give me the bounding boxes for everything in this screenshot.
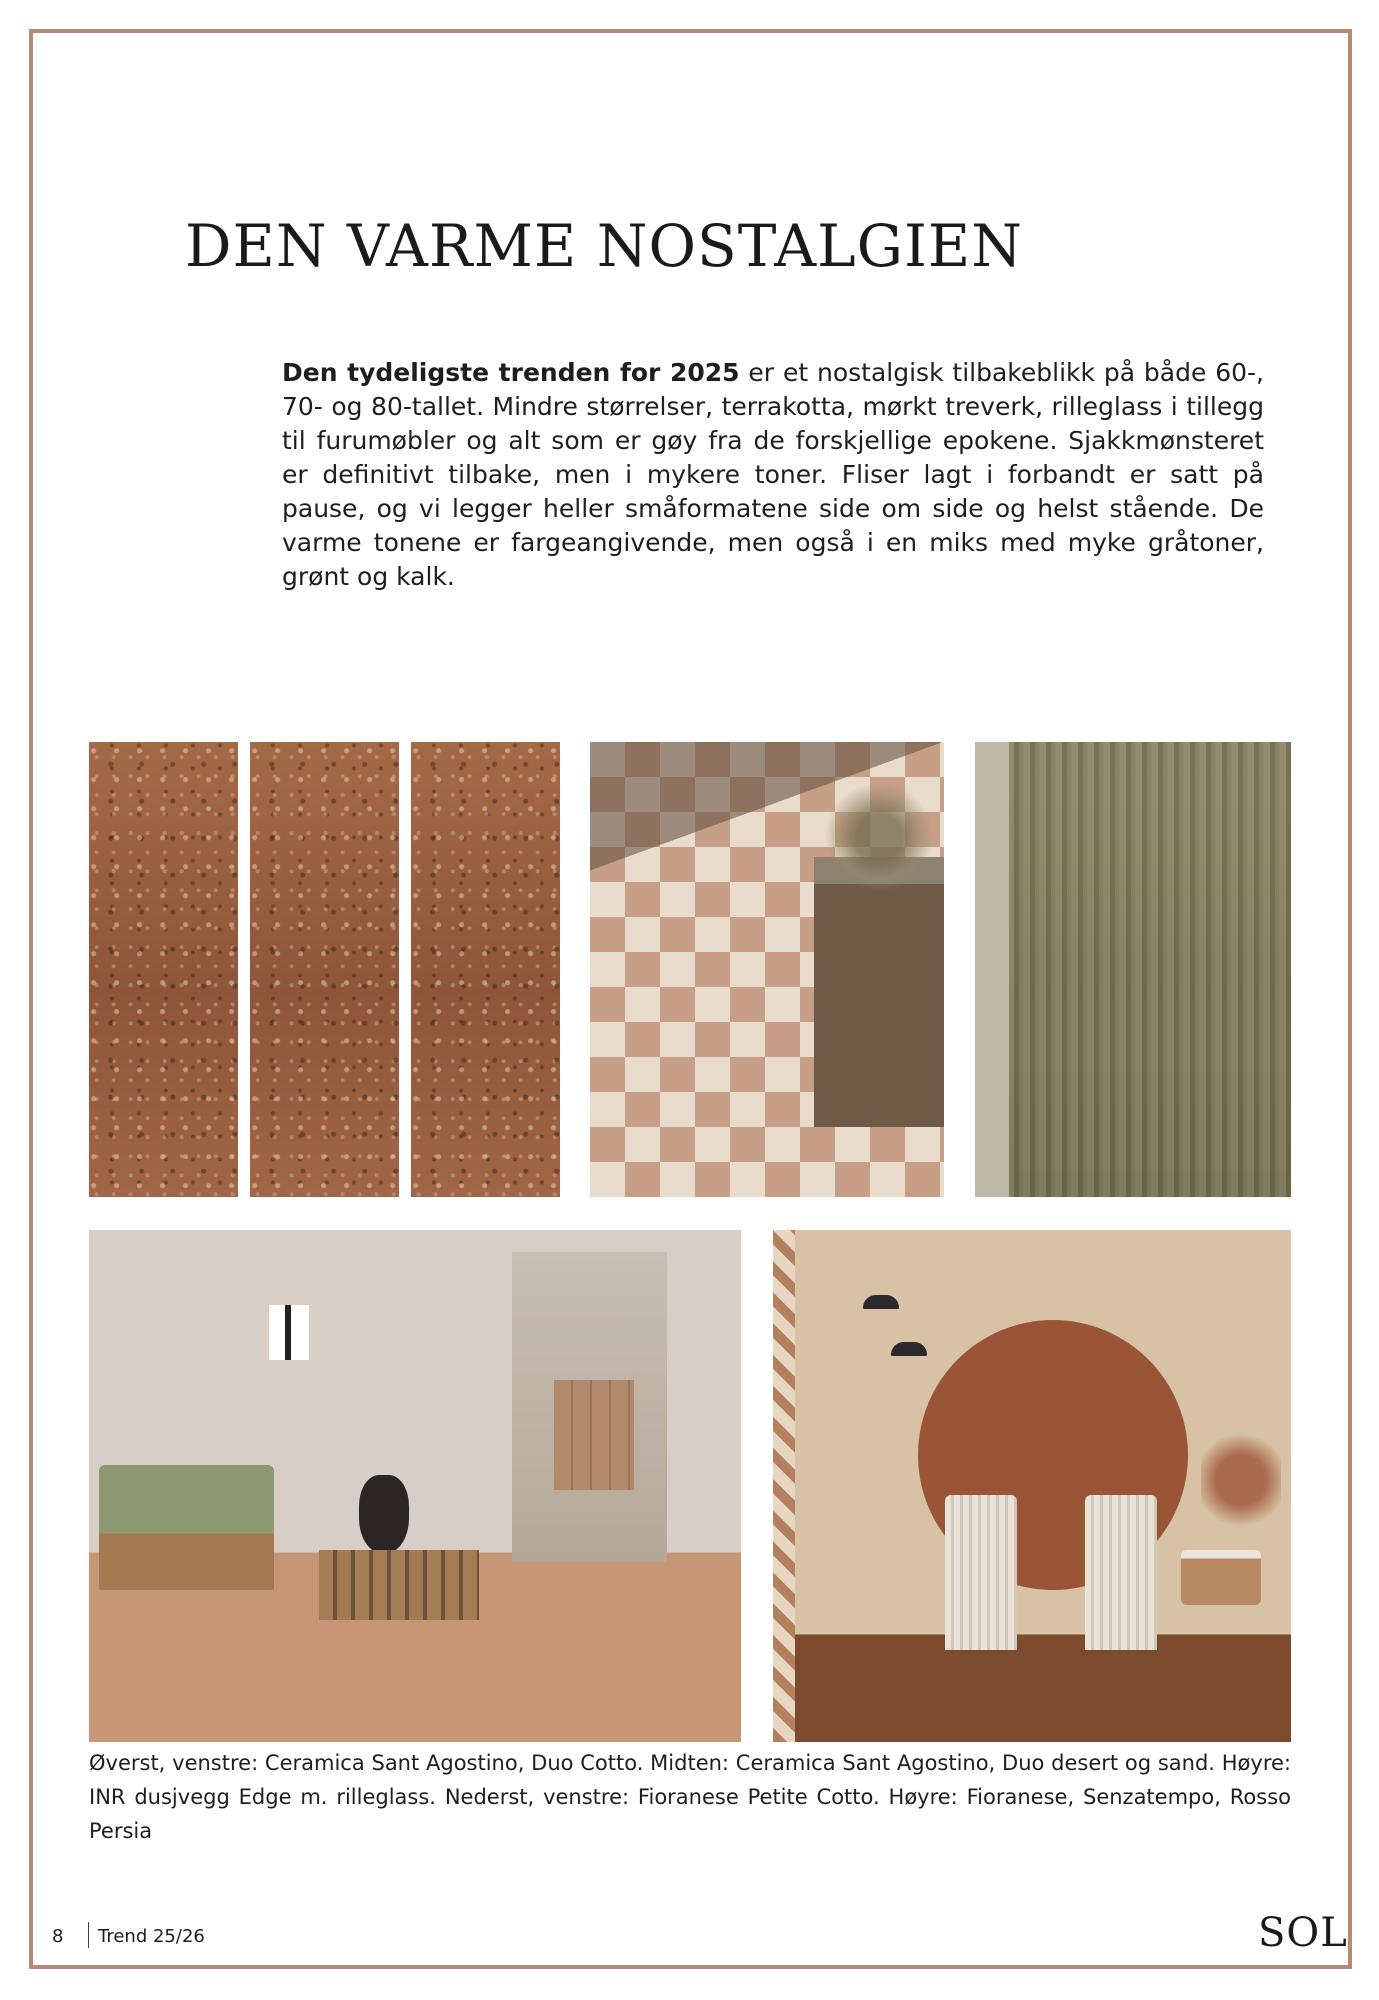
intro-paragraph (282, 356, 1264, 594)
image-caption: Øverst, venstre: Ceramica Sant Agostino, Duo Cotto. Midten: Ceramica Sant Agostino, Duo desert og sand. Høyre: INR dusjvegg Edge m. rilleglass. Nederst, venstre: Fioranese Petite Cotto. Høyre: Fioranese, Senzatempo, Rosso Persia (89, 1751, 1291, 1843)
armchair (99, 1465, 274, 1590)
patterned-tile-strip (773, 1230, 795, 1742)
plant-decoration (1201, 1420, 1281, 1540)
reeded-glass-shower-image (975, 742, 1291, 1197)
side-stool (1181, 1550, 1261, 1605)
pendant-lamp (891, 1342, 927, 1356)
footer-divider (88, 1922, 89, 1948)
bathroom-image (773, 1230, 1291, 1742)
pendant-lamp (863, 1295, 899, 1309)
pedestal-sink (945, 1495, 1017, 1650)
pedestal-sink (1085, 1495, 1157, 1650)
wooden-cabinet (554, 1380, 634, 1490)
sol-logo: SOL (1258, 1910, 1348, 1956)
tile-image-duo-cotto-3 (411, 742, 560, 1197)
intro-lead: Den tydeligste trenden for 2025 (282, 358, 740, 387)
page-number: 8 (52, 1926, 64, 1947)
plant-decoration (824, 782, 934, 892)
coffee-table (319, 1550, 479, 1620)
tile-image-duo-cotto-1 (89, 742, 238, 1197)
living-room-image (89, 1230, 741, 1742)
black-vase (359, 1475, 409, 1553)
checkerboard-floor-image (590, 742, 944, 1197)
wall-lamp (269, 1305, 309, 1360)
intro-body: er et nostalgisk tilbakeblikk på både 60-, 70- og 80-tallet. Mindre størrelser, terrakotta, mørkt treverk, rilleglass i tillegg til furumøbler og alt som er gøy fra de forskjellige epokene. Sjakkmønsteret er definitivt tilbake, men i mykere toner. Fliser lagt i forbandt er satt på pause, og vi legger heller småformatene side om side og helst stående. De varme tonene er fargeangivende, men også i en miks med myke gråtoner, grønt og kalk. (282, 358, 1264, 591)
footer-label: Trend 25/26 (98, 1926, 205, 1947)
tile-image-duo-cotto-2 (250, 742, 399, 1197)
wooden-counter (814, 857, 944, 1127)
page-title: DEN VARME NOSTALGIEN (185, 212, 1023, 280)
